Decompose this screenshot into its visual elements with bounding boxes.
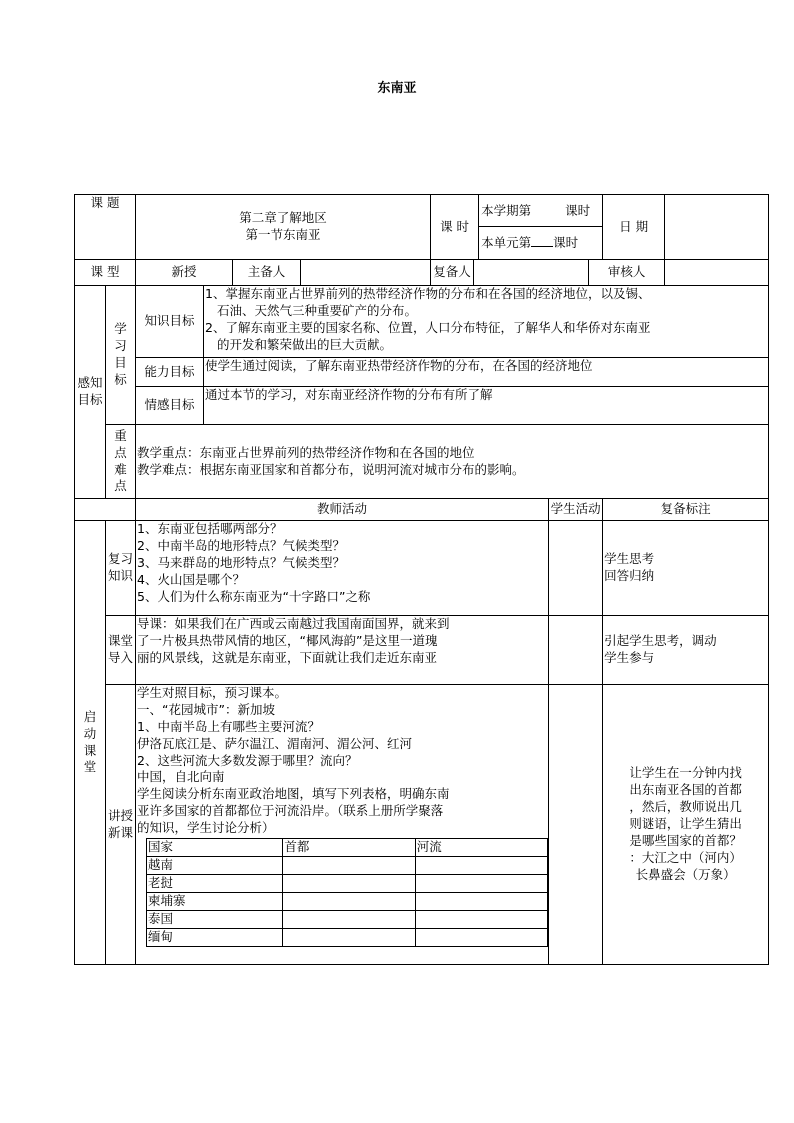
date-label-cell: [603, 195, 665, 260]
lesson-plan-table: [74, 194, 769, 965]
difficult-point: 教学难点：根据东南亚国家和首都分布，说明河流对城市分布的影响。: [137, 461, 525, 477]
unit-prefix: 本单元第: [481, 235, 532, 250]
river-cell[interactable]: [415, 892, 547, 910]
river-cell[interactable]: [415, 874, 547, 892]
country-cell: 柬埔寨: [147, 892, 283, 910]
study-goals-label: [106, 286, 136, 425]
unit-hours: [479, 226, 602, 259]
lecture-remark: [603, 685, 769, 965]
country-cell: 缅甸: [147, 928, 283, 946]
capital-river-table: [146, 838, 548, 947]
table-header: 首都: [283, 838, 415, 856]
topic-cell: [136, 195, 431, 260]
reviewer-value: [665, 260, 769, 286]
knowledge-goal-label: 知识目标: [136, 286, 204, 358]
capital-cell[interactable]: [283, 874, 415, 892]
lesson-type-value: 新授: [136, 260, 233, 286]
table-row: [147, 928, 548, 946]
intro-line: 了一片极具热带风情的地区，“椰风海韵”是这里一道瑰: [137, 632, 438, 648]
lecture-remark-line: 是哪些国家的首都？: [629, 832, 742, 848]
date-label: 日 期: [619, 218, 649, 234]
lecture-label-line: 讲授: [108, 807, 134, 823]
country-cell: 泰国: [147, 910, 283, 928]
capital-cell[interactable]: [283, 910, 415, 928]
lead-preparer-value: [301, 260, 431, 286]
lecture-line: 伊洛瓦底江是、萨尔温江、湄南河、湄公河、红河: [137, 735, 413, 751]
study-goals-char: 学: [114, 321, 127, 337]
lecture-remark-line: 让学生在一分钟内找: [629, 765, 742, 781]
knowledge-goal-line: 1、掌握东南亚占世界前列的热带经济作物的分布和在各国的经济地位，以及锡、: [205, 286, 651, 301]
key-points-label: [106, 425, 136, 499]
country-cell: 老挝: [147, 874, 283, 892]
lecture-content: [136, 685, 549, 965]
lecture-label: [106, 685, 136, 965]
intro-line: 导课：如果我们在广西或云南越过我国南面国界，就来到: [137, 616, 450, 631]
table-row: [147, 856, 548, 874]
process-group-char: 启: [83, 708, 97, 724]
process-group-char: 课: [83, 742, 97, 758]
table-header: 河流: [415, 838, 547, 856]
study-goals-char: 习: [114, 338, 127, 354]
remark-header: 复备标注: [603, 499, 769, 521]
key-points-char: 难: [114, 461, 127, 477]
lecture-label-line: 新课: [108, 824, 134, 840]
topic-line: 第一节东南亚: [245, 227, 321, 242]
review-question: 1、东南亚包括哪两部分？: [137, 521, 283, 536]
intro-line: 丽的风景线，这就是东南亚，下面就让我们走近东南亚: [137, 649, 438, 665]
lecture-remark-line: ：大江之中（河内）: [629, 849, 742, 865]
intro-label-line: 导入: [108, 650, 134, 665]
lecture-line: 2、这些河流大多数发源于哪里？流向？: [137, 752, 358, 768]
intro-remark-line: 学生参与: [604, 650, 655, 665]
key-point: 教学重点：东南亚占世界前列的热带经济作物和在各国的地位: [137, 444, 475, 460]
student-activity-header: 学生活动: [549, 499, 603, 521]
capital-cell[interactable]: [283, 856, 415, 874]
key-points-char: 重: [114, 427, 127, 443]
process-group-char: 动: [83, 725, 97, 741]
review-question: 3、马来群岛的地形特点？气候类型？: [137, 554, 345, 570]
review-remark: [603, 521, 769, 616]
table-row: [147, 910, 548, 928]
key-points-char: 点: [114, 444, 127, 460]
review-label-line: 知识: [108, 568, 134, 583]
lecture-line: 的知识，学生讨论分析）: [137, 820, 275, 835]
study-goals-char: 标: [114, 371, 127, 387]
date-value-cell: [665, 195, 769, 260]
country-cell: 越南: [147, 856, 283, 874]
co-preparer-label: 复备人: [431, 260, 474, 286]
table-row: [147, 892, 548, 910]
activity-header-blank: [75, 499, 136, 521]
ability-goal-label: 能力目标: [136, 358, 204, 387]
ability-goal-text: 使学生通过阅读，了解东南亚热带经济作物的分布，在各国的经济地位: [204, 358, 769, 387]
co-preparer-value: [474, 260, 589, 286]
review-content: [136, 521, 549, 616]
river-cell[interactable]: [415, 856, 547, 874]
review-remark-line: 回答归纳: [604, 568, 655, 583]
intro-label-line: 课堂: [108, 633, 134, 649]
hours-label: 课 时: [440, 218, 470, 234]
lecture-remark-line: ，然后，教师说出几: [629, 799, 742, 815]
review-question: 4、火山国是哪个？: [137, 571, 245, 587]
teacher-activity-header: 教师活动: [136, 499, 549, 521]
semester-hours: [479, 195, 602, 226]
knowledge-goal-line: 的开发和繁荣做出的巨大贡献。: [217, 336, 393, 352]
goals-group-label: 感知目标: [75, 286, 106, 499]
process-group-label: [75, 521, 106, 965]
emotion-goal-label: 情感目标: [136, 387, 204, 425]
lecture-remark-line: 长鼻盛会（万象）: [635, 866, 736, 882]
topic-label-cell: [75, 195, 136, 260]
table-header: 国家: [147, 838, 283, 856]
river-cell[interactable]: [415, 928, 547, 946]
study-goals-char: 目: [114, 355, 127, 370]
intro-label: [106, 616, 136, 685]
lecture-line: 亚许多国家的首都都位于河流沿岸。（联系上册所学聚落: [137, 803, 444, 819]
review-label-line: 复习: [108, 551, 134, 567]
hours-label-cell: [431, 195, 479, 260]
lecture-line: 一、“花园城市”：新加坡: [137, 701, 275, 717]
semester-suffix: 课时: [565, 203, 591, 218]
lecture-line: 学生对照目标，预习课本。: [137, 685, 288, 700]
lecture-line: 1、中南半岛上有哪些主要河流？: [137, 718, 320, 734]
capital-cell[interactable]: [283, 892, 415, 910]
knowledge-goal-line: 2、了解东南亚主要的国家名称、位置，人口分布特征，了解华人和华侨对东南亚: [205, 319, 651, 335]
key-points-char: 点: [114, 478, 127, 494]
unit-suffix: 课时: [553, 235, 579, 250]
lecture-student-activity: [549, 685, 603, 965]
intro-remark-line: 引起学生思考，调动: [604, 633, 717, 649]
topic-line: 第二章了解地区: [239, 210, 327, 226]
review-student-activity: [549, 521, 603, 616]
process-group-char: 堂: [83, 759, 97, 775]
topic-label: 课 题: [90, 195, 120, 210]
key-points-cell: [136, 425, 769, 499]
semester-prefix: 本学期第: [481, 203, 532, 218]
intro-remark: [603, 616, 769, 685]
lecture-line: 学生阅读分析东南亚政治地图，填写下列表格，明确东南: [137, 786, 450, 802]
reviewer-label: 审核人: [589, 260, 665, 286]
intro-content: [136, 616, 549, 685]
lecture-remark-line: 则谜语，让学生猜出: [629, 816, 742, 832]
capital-cell[interactable]: [283, 928, 415, 946]
lead-preparer-label: 主备人: [233, 260, 301, 286]
emotion-goal-text: 通过本节的学习，对东南亚经济作物的分布有所了解: [204, 387, 769, 425]
review-label: [106, 521, 136, 616]
lecture-remark-line: 出东南亚各国的首都: [629, 782, 742, 798]
hours-cell: [479, 195, 603, 260]
lecture-line: 中国，自北向南: [137, 769, 225, 785]
intro-student-activity: [549, 616, 603, 685]
review-question: 5、人们为什么称东南亚为“十字路口”之称: [137, 588, 371, 604]
review-question: 2、中南半岛的地形特点？气候类型？: [137, 537, 345, 553]
table-row: [147, 874, 548, 892]
review-remark-line: 学生思考: [604, 551, 655, 567]
river-cell[interactable]: [415, 910, 547, 928]
knowledge-goal-line: 石油、天然气三种重要矿产的分布。: [217, 302, 418, 318]
knowledge-goal-cell: [204, 286, 769, 358]
document-title: 东南亚: [377, 81, 417, 96]
lesson-type-label: 课 型: [75, 260, 136, 286]
